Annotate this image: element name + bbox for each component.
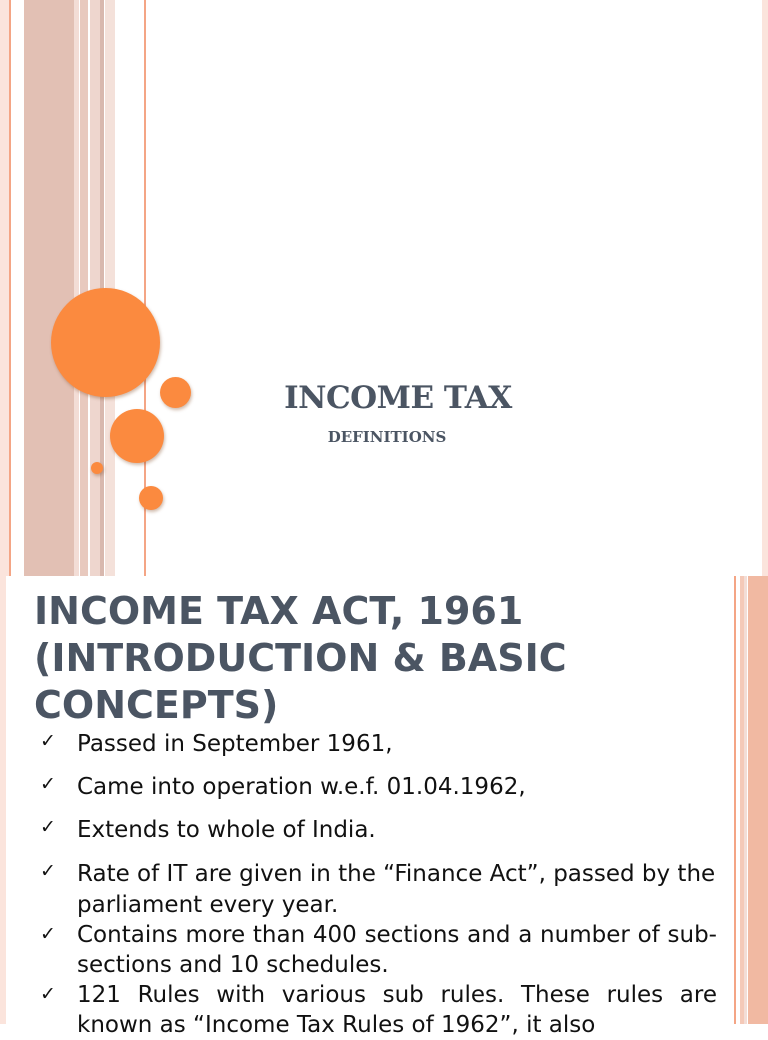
list-item-text: Rate of IT are given in the “Finance Act”, passed by the parliament every year.: [77, 861, 716, 918]
decorative-stripe: [748, 576, 768, 1024]
decorative-stripe: [80, 0, 88, 576]
slide-subtitle: DEFINITIONS: [327, 428, 447, 446]
checkmark-icon: ✓: [40, 730, 56, 752]
decorative-stripe: [24, 0, 74, 576]
content-slide: [0, 576, 768, 1038]
checkmark-icon: ✓: [40, 923, 56, 945]
decorative-circle: [160, 377, 191, 408]
slide-title: INCOME TAX: [284, 380, 512, 416]
decorative-circle: [91, 462, 103, 474]
list-item-text: Extends to whole of India.: [77, 817, 376, 843]
list-item-text: 121 Rules with various sub rules. These rules are known as “Income Tax Rules of 1962”, it also: [77, 982, 717, 1038]
decorative-stripe: [734, 576, 736, 1024]
list-item-text: Contains more than 400 sections and a number of sub-sections and 10 schedules.: [77, 922, 717, 978]
list-item-text: Passed in September 1961,: [77, 731, 393, 757]
checkmark-icon: ✓: [40, 983, 56, 1005]
list-item-text: Came into operation w.e.f. 01.04.1962,: [77, 774, 526, 800]
decorative-circle: [139, 486, 163, 510]
decorative-stripe: [74, 0, 79, 576]
decorative-circle: [51, 288, 160, 397]
decorative-stripe: [762, 0, 768, 576]
slide-heading: INCOME TAX ACT, 1961 (INTRODUCTION & BASIC CONCEPTS): [34, 589, 567, 727]
decorative-stripe: [0, 576, 6, 1024]
decorative-stripe: [0, 0, 9, 576]
checkmark-icon: ✓: [40, 860, 56, 882]
decorative-stripe: [744, 576, 747, 1024]
decorative-circle: [110, 409, 164, 463]
decorative-stripe: [9, 0, 11, 576]
checkmark-icon: ✓: [40, 773, 56, 795]
checkmark-icon: ✓: [40, 816, 56, 838]
